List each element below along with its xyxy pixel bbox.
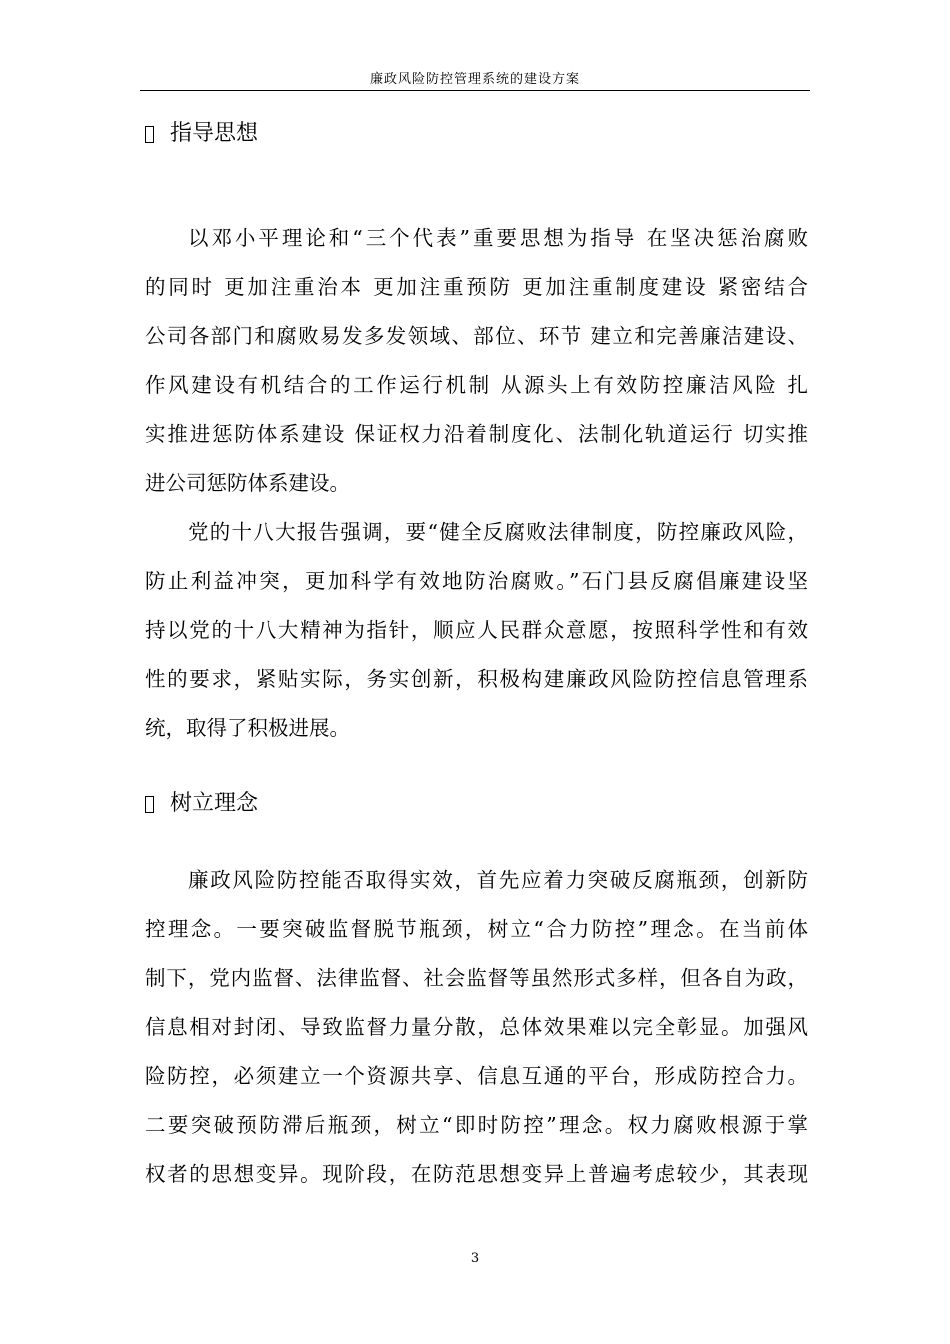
page-number: 3 (470, 1251, 480, 1266)
section-heading-establish-concept (145, 790, 258, 818)
paragraph-line: 性的要求，紧贴实际，务实创新，积极构建廉政风险防控信息管理系 (145, 667, 808, 691)
section-heading-text: 树立理念 (170, 791, 259, 816)
section-heading-text: 指导思想 (170, 121, 259, 146)
header-rule (140, 90, 810, 91)
missing-glyph-bullet-icon (145, 796, 154, 813)
section-heading-guiding-thought (145, 120, 258, 148)
paragraph-line: 控理念。一要突破监督脱节瓶颈，树立“合力防控”理念。在当前体 (145, 917, 808, 941)
paragraph-line: 权者的思想变异。现阶段，在防范思想变异上普遍考虑较少，其表现 (145, 1162, 808, 1186)
paragraph-line: 的同时 更加注重治本 更加注重预防 更加注重制度建设 紧密结合 (145, 275, 808, 299)
paragraph (145, 508, 808, 753)
paragraph-line: 进公司惩防体系建设。 (145, 471, 350, 495)
paragraph (145, 214, 808, 508)
paragraph-line: 公司各部门和腐败易发多发领域、部位、环节 建立和完善廉洁建设、 (145, 324, 808, 348)
paragraph-line: 二要突破预防滞后瓶颈，树立“即时防控”理念。权力腐败根源于掌 (145, 1113, 808, 1137)
paragraph-line: 防止利益冲突，更加科学有效地防治腐败。”石门县反腐倡廉建设坚 (145, 569, 808, 593)
paragraph-line: 统，取得了积极进展。 (145, 716, 350, 740)
paragraph-line: 制下，党内监督、法律监督、社会监督等虽然形式多样，但各自为政， (145, 966, 808, 990)
paragraph-line: 持以党的十八大精神为指针，顺应人民群众意愿，按照科学性和有效 (145, 618, 808, 642)
paragraph-line: 以邓小平理论和“三个代表”重要思想为指导 在坚决惩治腐败 (188, 226, 808, 250)
missing-glyph-bullet-icon (145, 126, 154, 143)
paragraph-line: 作风建设有机结合的工作运行机制 从源头上有效防控廉洁风险 扎 (145, 373, 808, 397)
paragraph-line: 信息相对封闭、导致监督力量分散，总体效果难以完全彰显。加强风 (145, 1015, 808, 1039)
paragraph-line: 廉政风险防控能否取得实效，首先应着力突破反腐瓶颈，创新防 (188, 868, 808, 892)
paragraph-line: 党的十八大报告强调，要“健全反腐败法律制度，防控廉政风险， (188, 520, 808, 544)
paragraph (145, 856, 808, 1199)
running-header: 廉政风险防控管理系统的建设方案 (369, 72, 580, 87)
paragraph-line: 险防控，必须建立一个资源共享、信息互通的平台，形成防控合力。 (145, 1064, 808, 1088)
paragraph-line: 实推进惩防体系建设 保证权力沿着制度化、法制化轨道运行 切实推 (145, 422, 808, 446)
